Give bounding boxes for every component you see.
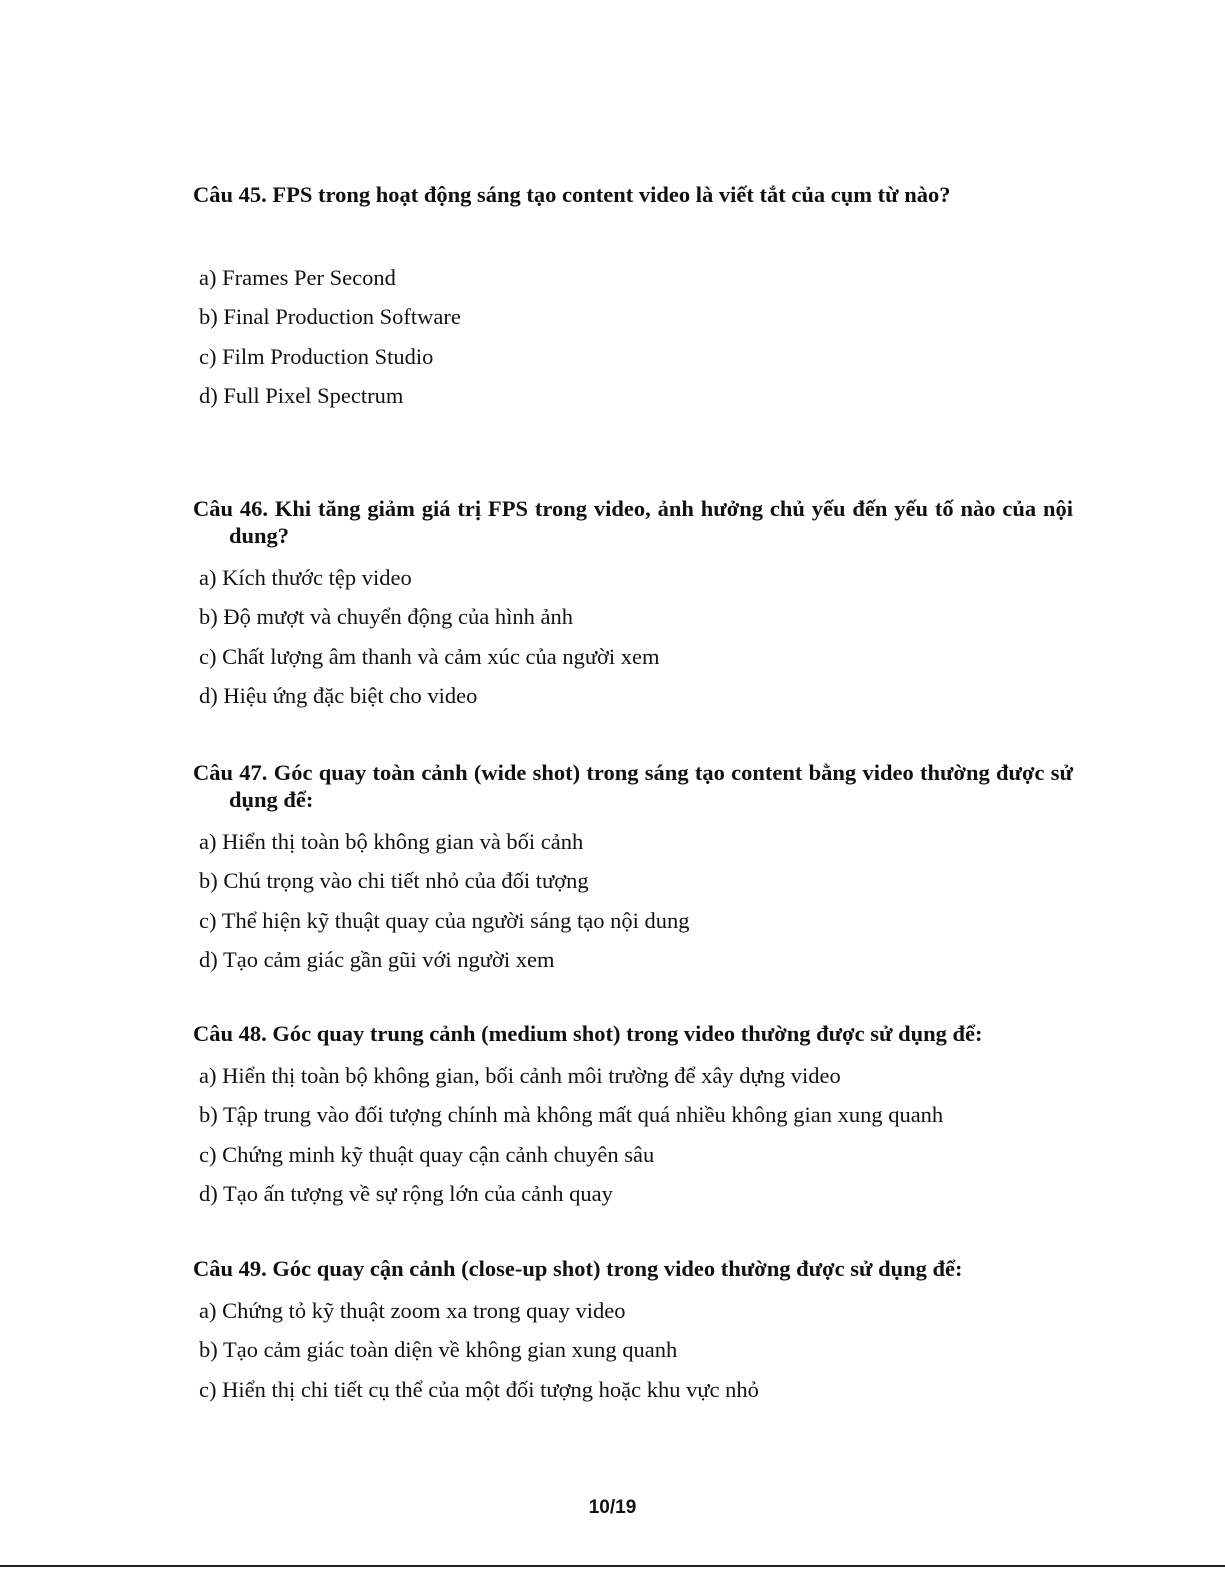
question-title: Câu 45. FPS trong hoạt động sáng tạo content video là viết tắt của cụm từ nào? xyxy=(193,182,951,207)
option-c: c) Film Production Studio xyxy=(199,343,434,369)
option-b: b) Tập trung vào đối tượng chính mà không mất quá nhiều không gian xung quanh xyxy=(199,1102,944,1128)
answer-options xyxy=(193,558,1073,715)
question-45 xyxy=(193,181,1073,415)
option-a: a) Hiển thị toàn bộ không gian, bối cảnh môi trường để xây dựng video xyxy=(199,1063,841,1088)
option-a: a) Frames Per Second xyxy=(199,265,396,290)
question-46 xyxy=(193,495,1073,715)
option-b: b) Final Production Software xyxy=(199,304,461,330)
option-b: b) Chú trọng vào chi tiết nhỏ của đối tượng xyxy=(199,868,589,894)
question-48 xyxy=(193,1020,1073,1213)
page-number: 10/19 xyxy=(588,1497,637,1518)
option-d: d) Full Pixel Spectrum xyxy=(199,382,404,408)
option-a: a) Hiển thị toàn bộ không gian và bối cảnh xyxy=(199,829,584,854)
option-c: c) Hiển thị chi tiết cụ thể của một đối tượng hoặc khu vực nhỏ xyxy=(199,1376,759,1402)
option-c: c) Chất lượng âm thanh và cảm xúc của người xem xyxy=(199,643,660,669)
answer-options xyxy=(193,1291,1073,1409)
question-title: Câu 46. Khi tăng giảm giá trị FPS trong video, ảnh hưởng chủ yếu đến yếu tố nào của nội dung? xyxy=(193,496,1073,548)
option-d: d) Tạo cảm giác gần gũi với người xem xyxy=(199,946,555,972)
question-title: Câu 48. Góc quay trung cảnh (medium shot) trong video thường được sử dụng để: xyxy=(193,1021,983,1046)
option-d: d) Hiệu ứng đặc biệt cho video xyxy=(199,682,478,708)
option-d: d) Tạo ấn tượng về sự rộng lớn của cảnh quay xyxy=(199,1180,613,1206)
option-b: b) Độ mượt và chuyển động của hình ảnh xyxy=(199,604,574,630)
option-a: a) Kích thước tệp video xyxy=(199,565,412,590)
option-c: c) Chứng minh kỹ thuật quay cận cảnh chuyên sâu xyxy=(199,1141,655,1167)
answer-options xyxy=(193,258,1073,415)
option-a: a) Chứng tỏ kỹ thuật zoom xa trong quay video xyxy=(199,1298,626,1323)
question-title: Câu 49. Góc quay cận cảnh (close-up shot) trong video thường được sử dụng để: xyxy=(193,1256,963,1281)
question-47 xyxy=(193,759,1073,979)
answer-options xyxy=(193,822,1073,979)
question-title: Câu 47. Góc quay toàn cảnh (wide shot) trong sáng tạo content bằng video thường được sử dụng để: xyxy=(193,760,1073,812)
answer-options xyxy=(193,1056,1073,1213)
option-c: c) Thể hiện kỹ thuật quay của người sáng tạo nội dung xyxy=(199,907,690,933)
bottom-divider xyxy=(0,1565,1225,1567)
option-b: b) Tạo cảm giác toàn diện về không gian xung quanh xyxy=(199,1337,678,1363)
question-49 xyxy=(193,1255,1073,1409)
